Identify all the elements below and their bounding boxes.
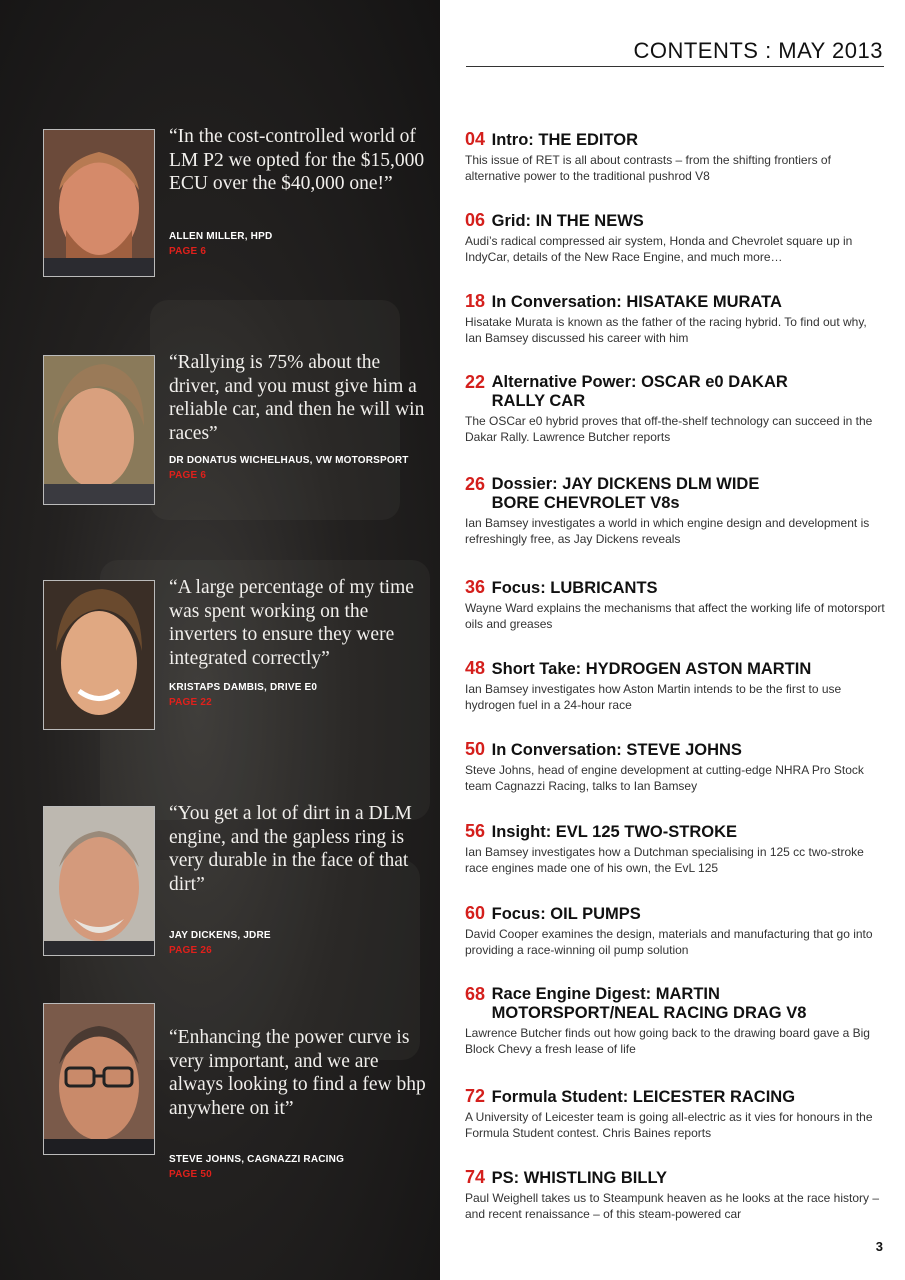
entry-heading <box>465 211 885 231</box>
attribution-name: STEVE JOHNS, CAGNAZZI RACING <box>169 1154 345 1165</box>
entry-title: Formula Student: LEICESTER RACING <box>491 1088 796 1106</box>
quote-attribution <box>169 453 431 483</box>
entry-description: Hisatake Murata is known as the father of the racing hybrid. To find out why, Ian Bamsey discussed his career with him <box>465 315 867 345</box>
contents-entry[interactable] <box>465 1087 885 1141</box>
entry-title: Focus: LUBRICANTS <box>491 579 658 597</box>
contents-entry[interactable] <box>465 985 885 1057</box>
entry-page-number: 04 <box>465 129 486 149</box>
entry-description: Audi’s radical compressed air system, Honda and Chevrolet square up in IndyCar, details of the New Race Engine, and much more… <box>465 234 853 264</box>
entry-page-number: 36 <box>465 577 486 597</box>
contents-entry[interactable] <box>465 1168 885 1222</box>
entry-heading <box>465 822 885 842</box>
entry-description: Wayne Ward explains the mechanisms that affect the working life of motorsport oils and greases <box>465 601 885 631</box>
quote-text: “Enhancing the power curve is very important, and we are always looking to find a few bhp anywhere on it” <box>169 1027 426 1119</box>
entry-title: Focus: OIL PUMPS <box>491 905 641 923</box>
quote-attribution <box>169 680 431 710</box>
entry-title: Short Take: HYDROGEN ASTON MARTIN <box>491 660 812 678</box>
attribution-name: JAY DICKENS, JDRE <box>169 930 271 941</box>
contents-entry[interactable] <box>465 904 885 958</box>
page-header-title: CONTENTS : MAY 2013 <box>633 38 883 63</box>
portrait-photo <box>43 1003 155 1155</box>
entry-title: In Conversation: HISATAKE MURATA <box>491 293 782 311</box>
page-reference: PAGE 6 <box>169 246 207 257</box>
entry-description: Ian Bamsey investigates how Aston Martin intends to be the first to use hydrogen fuel in a 24-hour race <box>465 682 842 712</box>
quote-attribution <box>169 229 431 259</box>
attribution-name: ALLEN MILLER, HPD <box>169 231 273 242</box>
entry-heading <box>465 373 885 411</box>
entry-title: Dossier: JAY DICKENS DLM WIDE BORE CHEVROLET V8s <box>491 475 760 512</box>
entry-description: This issue of RET is all about contrasts – from the shifting frontiers of alternative power to the traditional pushrod V8 <box>465 153 831 183</box>
portrait-photo <box>43 355 155 505</box>
attribution-name: DR DONATUS WICHELHAUS, VW MOTORSPORT <box>169 455 409 466</box>
quote-text: “You get a lot of dirt in a DLM engine, and the gapless ring is very durable in the face of that dirt” <box>169 803 412 895</box>
contents-entry[interactable] <box>465 211 885 265</box>
entry-heading <box>465 1168 885 1188</box>
entry-title: Alternative Power: OSCAR e0 DAKAR RALLY CAR <box>491 373 788 410</box>
entry-page-number: 56 <box>465 821 486 841</box>
entry-title: Insight: EVL 125 TWO-STROKE <box>491 823 738 841</box>
contents-entry[interactable] <box>465 130 885 184</box>
entry-page-number: 68 <box>465 984 486 1004</box>
entry-description: David Cooper examines the design, materials and manufacturing that go into providing a race-winning oil pump solution <box>465 927 873 957</box>
portrait-photo <box>43 806 155 956</box>
entry-title: PS: WHISTLING BILLY <box>491 1169 668 1187</box>
entry-description: Ian Bamsey investigates a world in which engine design and development is refreshingly free, as Jay Dickens reveals <box>465 516 870 546</box>
entry-page-number: 50 <box>465 739 486 759</box>
entry-title: In Conversation: STEVE JOHNS <box>491 741 742 759</box>
page-reference: PAGE 22 <box>169 697 212 708</box>
entry-heading <box>465 130 885 150</box>
entry-title: Grid: IN THE NEWS <box>491 212 644 230</box>
contents-entry[interactable] <box>465 292 885 346</box>
quote-text: “A large percentage of my time was spent working on the inverters to ensure they were integrated correctly” <box>169 577 414 669</box>
entry-page-number: 60 <box>465 903 486 923</box>
entry-page-number: 72 <box>465 1086 486 1106</box>
contents-entry[interactable] <box>465 822 885 876</box>
entry-description: Paul Weighell takes us to Steampunk heaven as he looks at the race history – and recent renaissance – of this steam-powered car <box>465 1191 880 1221</box>
contents-entry[interactable] <box>465 740 885 794</box>
entry-page-number: 06 <box>465 210 486 230</box>
portrait-photo <box>43 129 155 277</box>
entry-page-number: 18 <box>465 291 486 311</box>
entry-page-number: 48 <box>465 658 486 678</box>
entry-description: Lawrence Butcher finds out how going back to the drawing board gave a Big Block Chevy a fresh lease of life <box>465 1026 870 1056</box>
page-number: 3 <box>875 1239 883 1254</box>
entry-heading <box>465 292 885 312</box>
attribution-name: KRISTAPS DAMBIS, DRIVE E0 <box>169 682 318 693</box>
page-reference: PAGE 26 <box>169 945 212 956</box>
quote-text: “Rallying is 75% about the driver, and you must give him a reliable car, and then he will win races” <box>169 352 425 444</box>
entry-heading <box>465 985 885 1023</box>
contents-entry[interactable] <box>465 475 885 547</box>
entry-description: Steve Johns, head of engine development at cutting-edge NHRA Pro Stock team Cagnazzi Racing, talks to Ian Bamsey <box>465 763 864 793</box>
entry-heading <box>465 904 885 924</box>
left-panel <box>0 0 440 1280</box>
entry-heading <box>465 740 885 760</box>
contents-entry[interactable] <box>465 578 885 632</box>
entry-heading <box>465 659 885 679</box>
entry-description: Ian Bamsey investigates how a Dutchman specialising in 125 cc two-stroke race engines made one of his own, the EvL 125 <box>465 845 864 875</box>
page-reference: PAGE 6 <box>169 470 207 481</box>
entry-page-number: 22 <box>465 372 486 392</box>
entry-heading <box>465 1087 885 1107</box>
contents-entry[interactable] <box>465 659 885 713</box>
entry-title: Intro: THE EDITOR <box>491 131 638 149</box>
entry-title: Race Engine Digest: MARTIN MOTORSPORT/NEAL RACING DRAG V8 <box>491 985 807 1022</box>
entry-heading <box>465 475 885 513</box>
quote-attribution <box>169 928 431 958</box>
portrait-photo <box>43 580 155 730</box>
entry-description: The OSCar e0 hybrid proves that off-the-shelf technology can succeed in the Dakar Rally. Lawrence Butcher reports <box>465 414 873 444</box>
quote-attribution <box>169 1152 431 1182</box>
entry-page-number: 26 <box>465 474 486 494</box>
page-reference: PAGE 50 <box>169 1169 212 1180</box>
contents-entry[interactable] <box>465 373 885 445</box>
entry-heading <box>465 578 885 598</box>
entry-description: A University of Leicester team is going all-electric as it vies for honours in the Formula Student contest. Chris Baines reports <box>465 1110 873 1140</box>
entry-page-number: 74 <box>465 1167 486 1187</box>
header-divider <box>466 66 884 67</box>
quote-text: “In the cost-controlled world of LM P2 we opted for the $15,000 ECU over the $40,000 one!” <box>169 126 425 194</box>
